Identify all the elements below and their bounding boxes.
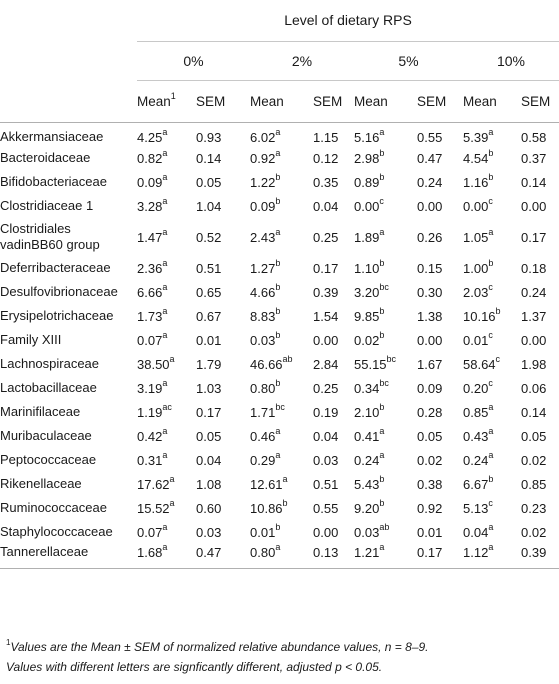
sem-value: 0.17: [196, 404, 222, 420]
sem-header: SEM: [417, 80, 463, 122]
mean-value: 0.34$^{bc}$: [354, 378, 389, 396]
table-row: [0, 376, 559, 400]
taxon-name: Bacteroidaceae: [0, 150, 91, 165]
significance-letter: a: [169, 474, 175, 485]
sem-value: 0.12: [313, 150, 339, 166]
mean-value: 2.03$^c$: [463, 282, 493, 300]
significance-letter: bc: [379, 378, 389, 389]
header-blank: [0, 0, 137, 41]
sem-value: 0.55: [313, 500, 339, 516]
mean-value: 10.86$^b$: [250, 498, 288, 516]
sem-value: 0.05: [417, 428, 443, 444]
significance-letter: a: [488, 402, 494, 413]
sem-value: 0.14: [196, 150, 222, 166]
sem-value: 0.65: [196, 284, 222, 300]
group-title: Level of dietary RPS: [137, 0, 559, 41]
sem-value: 0.02: [521, 452, 547, 468]
mean-value: 2.43$^a$: [250, 227, 281, 245]
sem-value: 0.39: [521, 544, 559, 569]
mean-value: 3.19$^a$: [137, 378, 168, 396]
significance-letter: a: [488, 426, 494, 437]
sem-value: 0.25: [313, 380, 339, 396]
sem-value: 0.17: [521, 229, 547, 245]
mean-value: 0.82$^a$: [137, 148, 168, 166]
significance-letter: c: [488, 196, 493, 207]
taxon-name: Desulfovibrionaceae: [0, 284, 118, 299]
taxon-name: Peptococcaceae: [0, 452, 97, 467]
mean-value: 0.80$^b$: [250, 378, 281, 396]
mean-value: 4.54$^b$: [463, 148, 494, 166]
significance-letter: c: [488, 330, 493, 341]
significance-letter: c: [495, 354, 501, 365]
table-row: [0, 256, 559, 280]
sem-value: 0.17: [417, 544, 463, 569]
mean-value: 1.19$^{ac}$: [137, 402, 172, 420]
sem-value: 0.15: [417, 260, 443, 276]
sem-value: 0.67: [196, 308, 222, 324]
taxon-name: Lactobacillaceae: [0, 380, 97, 395]
mean-value: 15.52$^a$: [137, 498, 175, 516]
table-row: [0, 496, 559, 520]
taxon-name: Deferribacteraceae: [0, 260, 111, 275]
sem-value: 1.67: [417, 356, 443, 372]
mean-value: 10.16$^b$: [463, 306, 501, 324]
significance-letter: b: [488, 258, 494, 269]
mean-value: 0.00$^c$: [463, 196, 493, 214]
mean-value: 0.43$^a$: [463, 426, 494, 444]
significance-letter: a: [162, 258, 168, 269]
mean-value: 17.62$^a$: [137, 474, 175, 492]
mean-value: 0.24$^a$: [354, 450, 385, 468]
significance-letter: a: [282, 474, 288, 485]
mean-header: Mean: [250, 80, 313, 122]
mean-value: 12.61$^a$: [250, 474, 288, 492]
table-row: [0, 400, 559, 424]
sem-value: 0.05: [521, 428, 547, 444]
mean-value: 0.00$^c$: [354, 196, 384, 214]
significance-letter: b: [275, 258, 281, 269]
sem-value: 0.01: [196, 332, 222, 348]
significance-letter: b: [379, 330, 385, 341]
mean-value: 0.02$^b$: [354, 330, 385, 348]
table-row: [0, 544, 559, 569]
sem-value: 0.04: [196, 452, 222, 468]
mean-value: 1.68$^a$: [137, 544, 196, 569]
significance-letter: b: [379, 148, 385, 159]
sem-value: 0.52: [196, 229, 222, 245]
significance-letter: c: [488, 282, 493, 293]
mean-value: 0.07$^a$: [137, 522, 168, 540]
sem-value: 0.55: [417, 129, 443, 145]
sem-value: 0.24: [417, 174, 443, 190]
mean-value: 8.83$^b$: [250, 306, 281, 324]
footnote-marker: 1: [6, 638, 11, 647]
taxon-name: Erysipelotrichaceae: [0, 308, 114, 323]
level-header: 5%: [354, 41, 463, 80]
mean-value: 46.66$^{ab}$: [250, 354, 293, 372]
mean-value: 6.67$^b$: [463, 474, 494, 492]
sem-value: 0.00: [521, 332, 547, 348]
sem-value: 0.13: [313, 544, 354, 569]
taxon-name: Clostridiales vadinBB60 group: [0, 221, 100, 252]
mean-value: 58.64$^c$: [463, 354, 501, 372]
significance-letter: b: [379, 498, 385, 509]
sem-value: 0.51: [196, 260, 222, 276]
sem-value: 1.54: [313, 308, 339, 324]
table-row: [0, 328, 559, 352]
significance-letter: a: [275, 542, 281, 553]
significance-letter: a: [275, 450, 281, 461]
mean-header: Mean: [463, 80, 521, 122]
sem-value: 1.15: [313, 129, 339, 145]
mean-value: 0.07$^a$: [137, 330, 168, 348]
table-row: [0, 170, 559, 194]
mean-value: 0.01$^b$: [250, 522, 281, 540]
mean-value: 4.66$^b$: [250, 282, 281, 300]
table-row: [0, 520, 559, 544]
significance-letter: a: [379, 426, 385, 437]
mean-value: 0.03$^b$: [250, 330, 281, 348]
sem-value: 1.38: [417, 308, 443, 324]
significance-letter: bc: [386, 354, 397, 365]
sem-value: 0.05: [196, 174, 222, 190]
table-row: [0, 194, 559, 218]
significance-letter: a: [162, 196, 168, 207]
mean-value: 0.09$^b$: [250, 196, 281, 214]
mean-value: 55.15$^{bc}$: [354, 354, 397, 372]
level-header: 2%: [250, 41, 354, 80]
mean-value: 1.10$^b$: [354, 258, 385, 276]
significance-letter: c: [379, 196, 384, 207]
table-footnote: [6, 637, 429, 677]
mean-value: 1.27$^b$: [250, 258, 281, 276]
mean-value: 5.13$^c$: [463, 498, 493, 516]
significance-letter: b: [488, 148, 494, 159]
mean-value: 0.31$^a$: [137, 450, 168, 468]
taxon-name: Akkermansiaceae: [0, 129, 104, 145]
sem-value: 1.08: [196, 476, 222, 492]
significance-letter: bc: [379, 282, 389, 293]
mean-value: 1.21$^a$: [354, 544, 417, 569]
taxon-name: Tannerellaceae: [0, 544, 137, 569]
sem-value: 0.19: [313, 404, 339, 420]
significance-letter: a: [275, 148, 281, 159]
sem-value: 0.58: [521, 129, 547, 145]
sem-value: 0.06: [521, 380, 547, 396]
mean-value: 6.02$^a$: [250, 127, 281, 145]
significance-letter: b: [275, 330, 281, 341]
sem-header: SEM: [196, 80, 250, 122]
sem-value: 0.05: [196, 428, 222, 444]
sem-value: 1.98: [521, 356, 547, 372]
significance-letter: a: [488, 127, 494, 138]
sem-header: SEM: [521, 80, 559, 122]
significance-letter: ab: [282, 354, 293, 365]
sem-value: 0.38: [417, 476, 443, 492]
significance-letter: a: [488, 542, 494, 553]
mean-footnote-marker: 1: [170, 91, 176, 101]
sem-value: 2.84: [313, 356, 339, 372]
significance-letter: a: [162, 330, 168, 341]
mean-value: 0.09$^a$: [137, 172, 168, 190]
significance-letter: a: [488, 522, 494, 533]
significance-letter: b: [282, 498, 288, 509]
significance-letter: a: [379, 127, 385, 138]
mean-value: 0.46$^a$: [250, 426, 281, 444]
table-row: [0, 280, 559, 304]
significance-letter: a: [162, 127, 168, 138]
taxon-name: Marinifilaceae: [0, 404, 81, 419]
taxon-name: Clostridiaceae 1: [0, 198, 94, 213]
mean-value: 0.24$^a$: [463, 450, 494, 468]
significance-letter: a: [275, 227, 281, 238]
significance-letter: a: [275, 426, 281, 437]
significance-letter: b: [275, 378, 281, 389]
sem-value: 1.37: [521, 308, 547, 324]
taxon-name: Ruminococcaceae: [0, 500, 107, 515]
mean-value: 0.01$^c$: [463, 330, 493, 348]
mean-value: 5.16$^a$: [354, 127, 385, 145]
mean-value: 0.80$^a$: [250, 544, 313, 569]
taxon-name: Staphylococcaceae: [0, 524, 113, 539]
level-header: 0%: [137, 41, 250, 80]
significance-letter: c: [488, 378, 493, 389]
sem-value: 0.93: [196, 129, 222, 145]
mean-value: 5.39$^a$: [463, 127, 494, 145]
significance-letter: a: [379, 542, 385, 553]
mean-value: 0.04$^a$: [463, 522, 494, 540]
sem-value: 0.04: [313, 428, 339, 444]
significance-letter: b: [379, 258, 385, 269]
sem-value: 0.00: [313, 332, 339, 348]
sem-value: 0.30: [417, 284, 443, 300]
sem-value: 0.24: [521, 284, 547, 300]
significance-letter: a: [162, 172, 168, 183]
sem-value: 0.01: [417, 524, 443, 540]
sem-value: 1.03: [196, 380, 222, 396]
sem-value: 0.00: [521, 198, 547, 214]
taxon-name: Muribaculaceae: [0, 428, 92, 443]
significance-letter: a: [169, 354, 175, 365]
table-row: [0, 146, 559, 170]
significance-letter: a: [488, 450, 494, 461]
mean-value: 2.10$^b$: [354, 402, 385, 420]
mean-value: 0.03$^{ab}$: [354, 522, 390, 540]
mean-value: 2.36$^a$: [137, 258, 168, 276]
significance-letter: b: [488, 172, 494, 183]
table-row: [0, 122, 559, 146]
level-header: 10%: [463, 41, 559, 80]
sem-value: 0.47: [196, 544, 250, 569]
significance-letter: a: [162, 148, 168, 159]
significance-letter: ac: [162, 402, 172, 413]
significance-letter: b: [379, 402, 385, 413]
sem-value: 0.09: [417, 380, 443, 396]
sem-value: 0.18: [521, 260, 547, 276]
sem-value: 0.17: [313, 260, 339, 276]
significance-letter: a: [162, 426, 168, 437]
sem-value: 0.00: [417, 332, 443, 348]
sem-value: 0.92: [417, 500, 443, 516]
mean-value: 9.20$^b$: [354, 498, 385, 516]
mean-value: 1.22$^b$: [250, 172, 281, 190]
significance-letter: b: [275, 282, 281, 293]
sem-value: 1.79: [196, 356, 222, 372]
significance-letter: b: [495, 306, 501, 317]
mean-value: 6.66$^a$: [137, 282, 168, 300]
significance-letter: ab: [379, 522, 390, 533]
significance-letter: b: [275, 522, 281, 533]
table-row: [0, 218, 559, 256]
sem-value: 0.03: [313, 452, 339, 468]
taxon-name: Rikenellaceae: [0, 476, 82, 491]
mean-header: Mean: [354, 80, 417, 122]
significance-letter: a: [162, 450, 168, 461]
significance-letter: c: [488, 498, 493, 509]
mean-value: 1.05$^a$: [463, 227, 494, 245]
mean-value: 4.25$^a$: [137, 127, 168, 145]
sem-value: 0.14: [521, 404, 547, 420]
sem-value: 0.00: [313, 524, 339, 540]
significance-letter: a: [162, 306, 168, 317]
mean-value: 0.20$^c$: [463, 378, 493, 396]
mean-value: 0.89$^b$: [354, 172, 385, 190]
taxon-name: Bifidobacteriaceae: [0, 174, 107, 189]
sem-value: 0.28: [417, 404, 443, 420]
significance-letter: a: [488, 227, 494, 238]
mean-value: 1.16$^b$: [463, 172, 494, 190]
sem-value: 0.51: [313, 476, 339, 492]
sem-value: 0.47: [417, 150, 443, 166]
sem-value: 0.00: [417, 198, 443, 214]
sem-value: 0.85: [521, 476, 547, 492]
table-row: [0, 352, 559, 376]
sem-value: 0.04: [313, 198, 339, 214]
sem-value: 1.04: [196, 198, 222, 214]
significance-letter: a: [169, 498, 175, 509]
significance-letter: b: [488, 474, 494, 485]
mean-value: 1.73$^a$: [137, 306, 168, 324]
significance-letter: b: [275, 306, 281, 317]
mean-value: 1.89$^a$: [354, 227, 385, 245]
mean-value: 0.29$^a$: [250, 450, 281, 468]
table-row: [0, 448, 559, 472]
mean-value: 3.20$^{bc}$: [354, 282, 389, 300]
sem-value: 0.03: [196, 524, 222, 540]
mean-value: 1.00$^b$: [463, 258, 494, 276]
mean-value: 0.92$^a$: [250, 148, 281, 166]
mean-value: 9.85$^b$: [354, 306, 385, 324]
significance-letter: a: [379, 227, 385, 238]
footnote-line-1: $^1$Values are the Mean ± SEM of normalized relative abundance values, n = 8–9.: [6, 638, 429, 654]
mean-value: 0.85$^a$: [463, 402, 494, 420]
sem-value: 0.02: [521, 524, 547, 540]
table-row: [0, 304, 559, 328]
significance-letter: b: [275, 196, 281, 207]
footnote-line-2: Values with different letters are signficantly different, adjusted p < 0.05.: [6, 660, 383, 674]
mean-value: 0.42$^a$: [137, 426, 168, 444]
sem-value: 0.23: [521, 500, 547, 516]
sem-value: 0.25: [313, 229, 339, 245]
sem-value: 0.60: [196, 500, 222, 516]
taxon-name: Family XIII: [0, 332, 62, 347]
significance-letter: a: [379, 450, 385, 461]
significance-letter: b: [379, 474, 385, 485]
sem-value: 0.14: [521, 174, 547, 190]
significance-letter: a: [162, 522, 168, 533]
significance-letter: a: [162, 227, 168, 238]
mean-value: 1.12$^a$: [463, 544, 521, 569]
mean-value: 1.71$^{bc}$: [250, 402, 285, 420]
mean-value: 0.41$^a$: [354, 426, 385, 444]
sem-value: 0.26: [417, 229, 443, 245]
significance-letter: a: [162, 378, 168, 389]
significance-letter: b: [379, 306, 385, 317]
mean-value: 2.98$^b$: [354, 148, 385, 166]
sem-value: 0.35: [313, 174, 339, 190]
mean-header: Mean$^1$: [137, 80, 196, 122]
sem-header: SEM: [313, 80, 354, 122]
table-row: [0, 424, 559, 448]
significance-letter: b: [379, 172, 385, 183]
table-row: [0, 472, 559, 496]
taxon-name: Lachnospiraceae: [0, 356, 100, 371]
significance-letter: a: [162, 282, 168, 293]
significance-letter: b: [275, 172, 281, 183]
sem-value: 0.02: [417, 452, 443, 468]
mean-value: 1.47$^a$: [137, 227, 168, 245]
significance-letter: a: [275, 127, 281, 138]
sem-value: 0.39: [313, 284, 339, 300]
mean-value: 3.28$^a$: [137, 196, 168, 214]
mean-value: 38.50$^a$: [137, 354, 175, 372]
mean-value: 5.43$^b$: [354, 474, 385, 492]
sem-value: 0.37: [521, 150, 547, 166]
significance-letter: a: [162, 542, 168, 553]
significance-letter: bc: [275, 402, 285, 413]
